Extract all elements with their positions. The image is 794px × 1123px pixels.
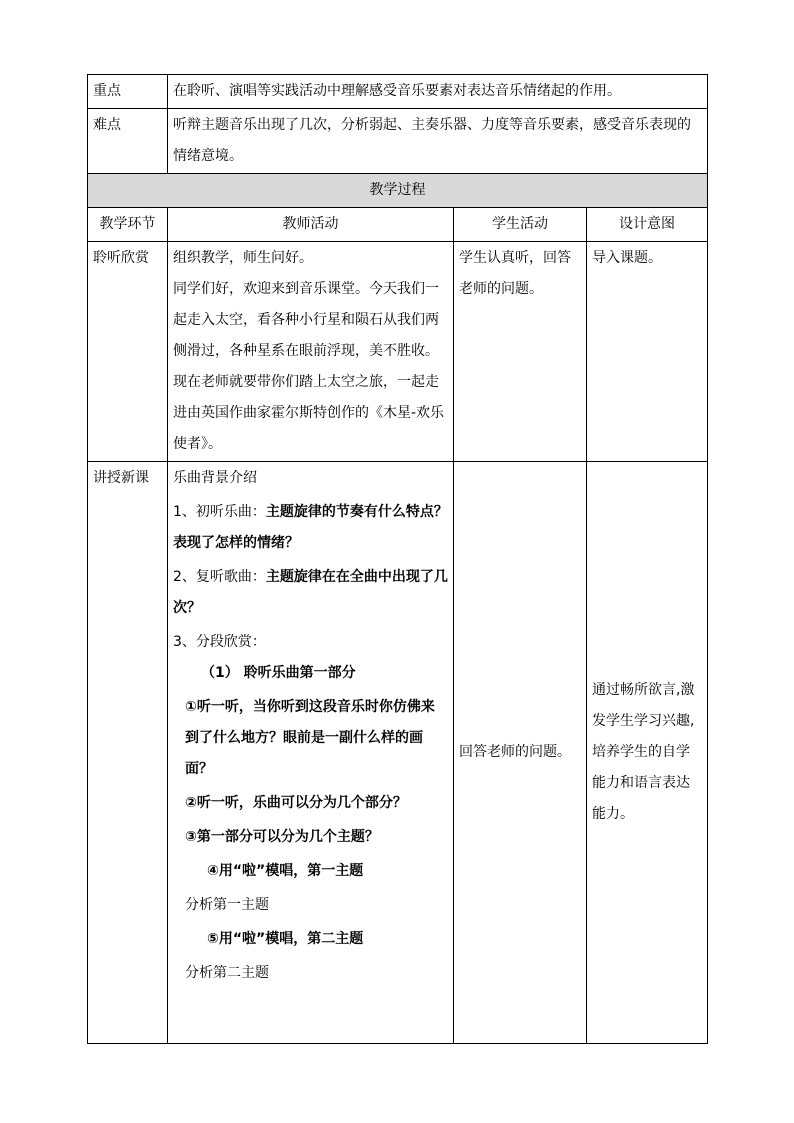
teacher-greeting: 组织教学，师生问好。 <box>173 250 313 266</box>
difficulty-text: 听辩主题音乐出现了几次，分析弱起、主奏乐器、力度等音乐要素，感受音乐表现的情绪意境。 <box>168 109 708 174</box>
listen-item-1: ①听一听，当你听到这段音乐时你仿佛来到了什么地方？眼前是一副什么样的画面？ <box>185 699 435 777</box>
question-1-text: 主题旋律的节奏有什么特点？表现了怎样的情绪？ <box>173 504 448 551</box>
question-2 <box>173 562 448 624</box>
stage-new-lesson-teacher <box>168 462 454 1044</box>
question-2-text: 主题旋律在在全曲中出现了几次？ <box>173 569 448 616</box>
stage-listening-name: 聆听欣赏 <box>88 242 168 462</box>
header-student: 学生活动 <box>454 208 587 242</box>
stage-listening-student: 学生认真听，回答老师的问题。 <box>454 242 587 462</box>
difficulty-label: 难点 <box>88 109 168 174</box>
stage-listening-intent: 导入课题。 <box>587 242 708 462</box>
part-one-heading: （1） 聆听乐曲第一部分 <box>201 665 356 681</box>
process-title-row <box>88 174 708 208</box>
key-point-label: 重点 <box>88 75 168 109</box>
header-stage: 教学环节 <box>88 208 168 242</box>
listen-item-2: ②听一听，乐曲可以分为几个部分？ <box>185 795 407 811</box>
lesson-plan-table <box>87 74 708 1044</box>
header-intent: 设计意图 <box>587 208 708 242</box>
hum-item-5: ⑤用“啦”模唱，第二主题 <box>207 931 364 947</box>
analysis-theme-2: 分析第二主题 <box>185 965 269 981</box>
stage-new-lesson-name: 讲授新课 <box>88 462 168 1044</box>
key-point-text: 在聆听、演唱等实践活动中理解感受音乐要素对表达音乐情绪起的作用。 <box>168 75 708 109</box>
difficulty-row <box>88 109 708 174</box>
background-intro: 乐曲背景介绍 <box>173 470 257 486</box>
stage-listening-teacher <box>168 242 454 462</box>
question-3: 3、分段欣赏： <box>173 634 266 650</box>
listen-item-3: ③第一部分可以分为几个主题？ <box>185 829 379 845</box>
header-row <box>88 208 708 242</box>
analysis-theme-1: 分析第一主题 <box>185 897 269 913</box>
question-1-number: 1、初听乐曲： <box>173 504 266 520</box>
stage-new-lesson-intent: 通过畅所欲言,激发学生学习兴趣,培养学生的自学能力和语言表达能力。 <box>587 462 708 1044</box>
teacher-intro-paragraph: 同学们好，欢迎来到音乐课堂。今天我们一起走入太空，看各种小行星和陨石从我们两侧滑过，各种星系在眼前浮现，美不胜收。现在老师就要带你们踏上太空之旅，一起走进由英国作曲家霍尔斯特创作的《木星-欢乐使者》。 <box>173 281 445 452</box>
stage-new-lesson-row <box>88 462 708 1044</box>
header-teacher: 教师活动 <box>168 208 454 242</box>
stage-listening-row <box>88 242 708 462</box>
hum-item-4: ④用“啦”模唱，第一主题 <box>207 863 364 879</box>
process-title: 教学过程 <box>88 174 708 208</box>
question-2-number: 2、复听歌曲： <box>173 569 266 585</box>
question-1 <box>173 497 448 559</box>
stage-new-lesson-student: 回答老师的问题。 <box>454 462 587 1044</box>
key-point-row <box>88 75 708 109</box>
